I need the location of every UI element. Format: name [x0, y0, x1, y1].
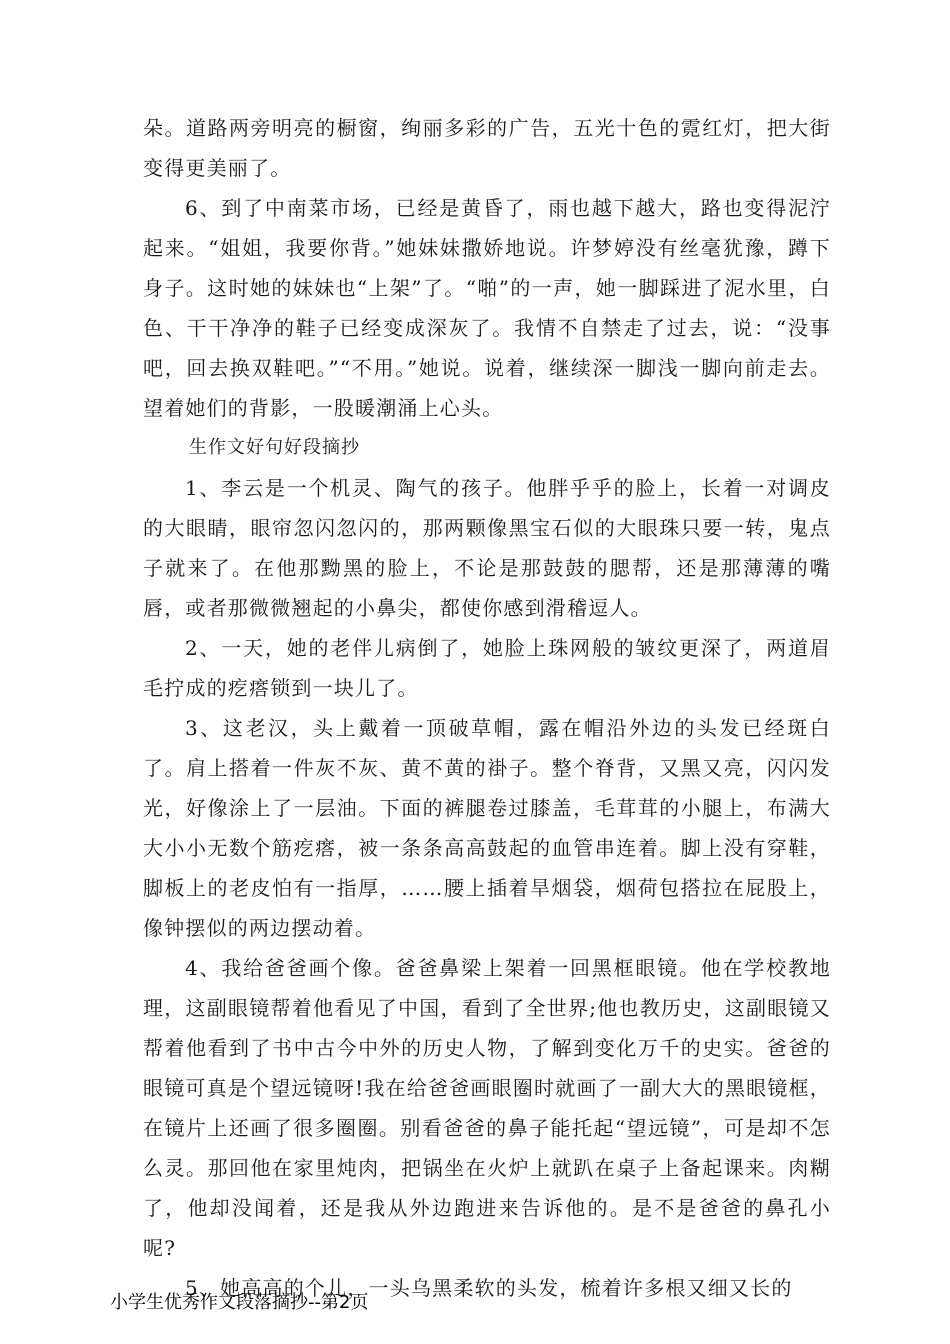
paragraph-2: 2、一天，她的老伴儿病倒了，她脸上珠网般的皱纹更深了，两道眉毛拧成的疙瘩锁到一块儿了。: [143, 636, 831, 700]
document-body: [143, 108, 831, 1308]
paragraph-3: 3、这老汉，头上戴着一顶破草帽，露在帽沿外边的头发已经斑白了。肩上搭着一件灰不灰、黄不黄的褂子。整个脊背，又黑又亮，闪闪发光，好像涂上了一层油。下面的裤腿卷过膝盖，毛茸茸的小腿上，布满大大小小无数个筋疙瘩，被一条条高高鼓起的血管串连着。脚上没有穿鞋，脚板上的老皮怕有一指厚，……腰上插着旱烟袋，烟荷包搭拉在屁股上，像钟摆似的两边摆动着。: [143, 716, 831, 940]
section-heading: 生作文好句好段摘抄: [189, 437, 360, 458]
page-footer: 小学生优秀作文段落摘抄--第2页: [110, 1292, 369, 1313]
paragraph-4: 4、我给爸爸画个像。爸爸鼻梁上架着一回黑框眼镜。他在学校教地理，这副眼镜帮着他看见了中国，看到了全世界;他也教历史，这副眼镜又帮着他看到了书中古今中外的历史人物，了解到变化万千的史实。爸爸的眼镜可真是个望远镜呀!我在给爸爸画眼圈时就画了一副大大的黑眼镜框，在镜片上还画了很多圈圈。别看爸爸的鼻子能托起“望远镜”，可是却不怎么灵。那回他在家里炖肉，把锅坐在火炉上就趴在桌子上备起课来。肉糊了，他却没闻着，还是我从外边跑进来告诉他的。是不是爸爸的鼻孔小呢?: [143, 956, 831, 1260]
paragraph-5: 5、她高高的个儿，一头乌黑柔软的头发，梳着许多根又细又长的: [185, 1276, 793, 1300]
paragraph-continued: 朵。道路两旁明亮的橱窗，绚丽多彩的广告，五光十色的霓红灯，把大街变得更美丽了。: [143, 116, 831, 180]
paragraph-6: 6、到了中南菜市场，已经是黄昏了，雨也越下越大，路也变得泥泞起来。“姐姐，我要你背。”她妹妹撒娇地说。许梦婷没有丝毫犹豫，蹲下身子。这时她的妹妹也“上架”了。“啪”的一声，她一脚踩进了泥水里，白色、干干净净的鞋子已经变成深灰了。我情不自禁走了过去，说：“没事吧，回去换双鞋吧。”“不用。”她说。说着，继续深一脚浅一脚向前走去。望着她们的背影，一股暖潮涌上心头。: [143, 196, 831, 420]
paragraph-1: 1、李云是一个机灵、陶气的孩子。他胖乎乎的脸上，长着一对调皮的大眼睛，眼帘忽闪忽闪的，那两颗像黑宝石似的大眼珠只要一转，鬼点子就来了。在他那黝黑的脸上，不论是那鼓鼓的腮帮，还是那薄薄的嘴唇，或者那微微翘起的小鼻尖，都使你感到滑稽逗人。: [143, 476, 831, 620]
